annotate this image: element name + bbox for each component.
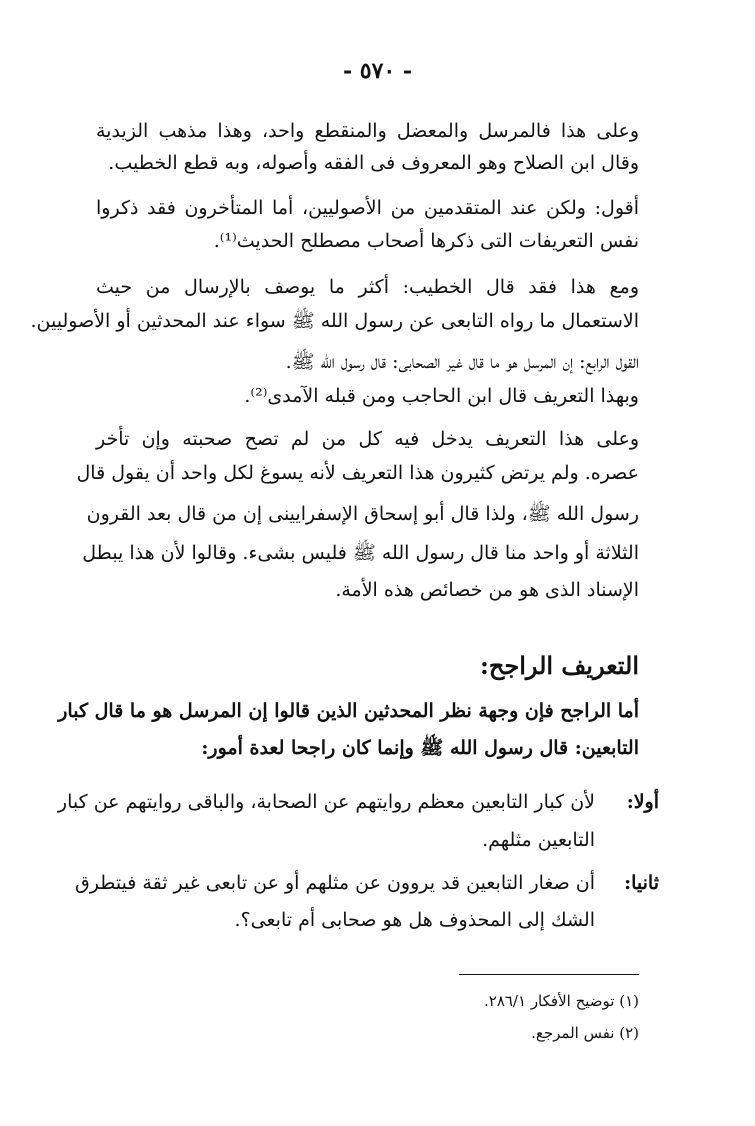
- list-line: لأن كبار التابعين معظم روايتهم عن الصحابة، والباقى روايتهم عن كبار: [57, 791, 595, 813]
- text-line: وقال ابن الصلاح وهو المعروف فى الفقه وأصوله، وبه قطع الخطيب.: [108, 152, 639, 174]
- text-line: الإسناد الذى هو من خصائص هذه الأمة.: [335, 579, 639, 601]
- footnote: (٢) نفس المرجع.: [531, 1024, 639, 1042]
- text-line: ومع هذا فقد قال الخطيب: أكثر ما يوصف بالإرسال من حيث: [96, 276, 639, 298]
- footnote-divider: [459, 974, 639, 975]
- text-line: أقول: ولكن عند المتقدمين من الأصوليين، أما المتأخرون فقد ذكروا: [96, 197, 639, 219]
- list-label: أولا:: [626, 791, 659, 813]
- text-line: القول الرابع: إن المرسل هو ما قال غير الصحابى: قال رسول الله ﷺ.: [285, 351, 639, 373]
- list-label: ثانيا:: [624, 872, 659, 894]
- section-heading: التعريف الراجح:: [480, 651, 639, 680]
- text-line: أما الراجح فإن وجهة نظر المحدثين الذين قالوا إن المرسل هو ما قال كبار: [58, 700, 639, 722]
- list-line: التابعين مثلهم.: [482, 829, 595, 851]
- page-number: - ٥٧٠ -: [342, 58, 413, 84]
- text-line: التابعين: قال رسول الله ﷺ وإنما كان راجحا لعدة أمور:: [201, 737, 639, 759]
- list-line: الشك إلى المحذوف هل هو صحابى أم تابعى؟.: [234, 909, 595, 931]
- text-line: وعلى هذا فالمرسل والمعضل والمنقطع واحد، وهذا مذهب الزيدية: [96, 120, 639, 142]
- text-line: وبهذا التعريف قال ابن الحاجب ومن قبله الآمدى⁽²⁾.: [244, 385, 639, 407]
- text-line: الاستعمال ما رواه التابعى عن رسول الله ﷺ سواء عند المحدثين أو الأصوليين.: [30, 310, 639, 332]
- list-line: أن صغار التابعين قد يروون عن مثلهم أو عن تابعى غير ثقة فيتطرق: [75, 872, 595, 894]
- text-line: نفس التعريفات التى ذكرها أصحاب مصطلح الحديث⁽¹⁾.: [213, 230, 639, 252]
- footnote: (١) توضيح الأفكار ٢٨٦/١.: [483, 992, 639, 1010]
- text-line: رسول الله ﷺ، ولذا قال أبو إسحاق الإسفرايينى إن من قال بعد القرون: [86, 503, 639, 525]
- text-line: عصره. ولم يرتض كثيرون هذا التعريف لأنه يسوغ لكل واحد أن يقول قال: [76, 462, 639, 484]
- text-line: الثلاثة أو واحد منا قال رسول الله ﷺ فليس بشىء. وقالوا لأن هذا يبطل: [82, 542, 639, 564]
- text-line: وعلى هذا التعريف يدخل فيه كل من لم تصح صحبته وإن تأخر: [96, 428, 639, 450]
